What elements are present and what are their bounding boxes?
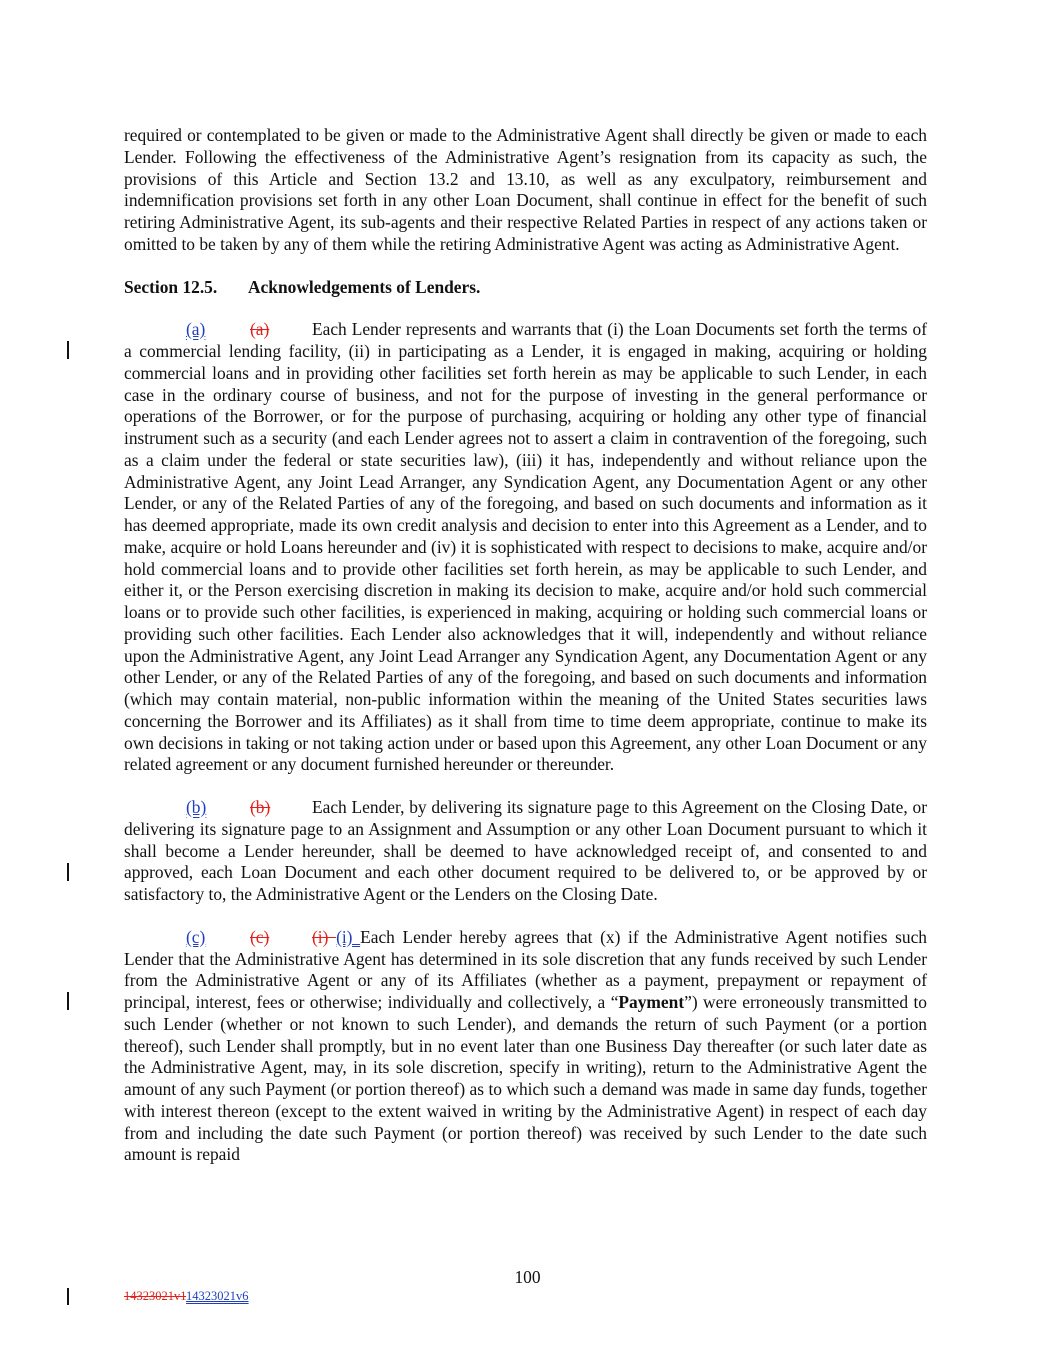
inserted-docid: 14323021v6 xyxy=(186,1289,249,1303)
document-id xyxy=(124,1289,249,1304)
defined-term-payment: Payment xyxy=(618,992,685,1012)
deleted-label-c: (c) xyxy=(250,926,270,947)
paragraph-b xyxy=(124,797,927,906)
inserted-label-b: (b) xyxy=(186,797,207,817)
paragraph-b-text: Each Lender, by delivering its signature page to this Agreement on the Closing Date, or delivering its signature page to an Assignment and Assumption or any other Loan Document pursuant to which it shall become a Lender hereunder, shall be deemed to have acknowledged receipt of, and consented to and approved, each Loan Document and each other document required to be delivered to, or be approved by or satisfactory to, the Administrative Agent or the Lenders on the Closing Date. xyxy=(124,797,927,904)
section-heading xyxy=(124,277,927,299)
deleted-sublabel-c: (i) xyxy=(312,926,337,947)
section-title: Acknowledgements of Lenders. xyxy=(248,276,481,297)
paragraph-c xyxy=(124,927,927,1166)
page-number: 100 xyxy=(514,1267,541,1287)
paragraph-a-text: Each Lender represents and warrants that (i) the Loan Documents set forth the terms of a commercial lending facility, (ii) in participating as a Lender, it is engaged in making, acquiring or holding commercial loans and in providing other facilities set forth herein as may be applicable to such Lender, in each case in the ordinary course of business, and not for the purpose of investing in the general performance or operations of the Borrower, or for the purpose of purchasing, acquiring or holding any other type of financial instrument such as a security (and each Lender agrees not to assert a claim in contravention of the foregoing, such as a claim under the federal or state securities law), (iii) it has, independently and without reliance upon the Administrative Agent, any Joint Lead Arranger, any Syndication Agent, any Documentation Agent or any other Lender, or any of the Related Parties of any of the foregoing, and based on such documents and information as it has deemed appropriate, made its own credit analysis and decision to enter into this Agreement as a Lender, and to make, acquire or hold Loans hereunder and (iv) it is sophisticated with respect to decisions to make, acquire and/or hold commercial loans and to provide other facilities set forth herein, as may be applicable to such Lender, and either it, or the Person exercising discretion in making its decision to make, acquire and/or hold such commercial loans or to provide such other facilities, is experienced in making, acquiring or holding such commercial loans or providing such other facilities. Each Lender also acknowledges that it will, independently and without reliance upon the Administrative Agent, any Joint Lead Arranger any Syndication Agent, any Documentation Agent or any other Lender, or any of the Related Parties of any of the foregoing, and based on such documents and information (which may contain material, non-public information within the meaning of the United States securities laws concerning the Borrower and its Affiliates) as it shall from time to time deem appropriate, continue to make its own decisions in taking or not taking action under or based upon this Agreement, any other Loan Document or any related agreement or any document furnished hereunder or thereunder. xyxy=(124,319,927,775)
inserted-label-c: (c) xyxy=(186,926,206,947)
section-number: Section 12.5. xyxy=(124,276,218,297)
paragraph-c-text: Each Lender hereby agrees that (x) if the Administrative Agent notifies such Lender that the Administrative Agent has determined in its sole discretion that any funds received by such Lender from the Administrative Agent or any of its Affiliates (whether as a payment, prepayment or repayment of principal, interest, fees or otherwise; individually and collectively, a “ xyxy=(124,926,928,1012)
deleted-label-a: (a) xyxy=(250,319,270,340)
document-body xyxy=(124,125,927,1166)
change-bar-para-a xyxy=(67,341,69,359)
change-bar-para-b xyxy=(67,863,69,881)
inserted-label-a: (a) xyxy=(186,319,206,340)
paragraph-c-text-cont: ”) were erroneously transmitted to such Lender (whether or not known to such Lender), and demands the return of such Payment (or a portion thereof), such Lender shall promptly, but in no event later than one Business Day thereafter (or such later date as the Administrative Agent, may, in its sole discretion, specify in writing), return to the Administrative Agent the amount of any such Payment (or portion thereof) as to which such a demand was made in same day funds, together with interest thereon (except to the extent waived in writing by the Administrative Agent) in respect of each day from and including the date such Payment (or portion thereof) was received by such Lender to the date such amount is repaid xyxy=(124,992,927,1165)
inserted-sublabel-c: (i) xyxy=(336,926,361,947)
top-paragraph: required or contemplated to be given or made to the Administrative Agent shall directly be given or made to each Lender. Following the effectiveness of the Administrative Agent’s resignation from its capacity as such, the provisions of this Article and Section 13.2 and 13.10, as well as any exculpatory, reimbursement and indemnification provisions set forth in any other Loan Document, shall continue in effect for the benefit of such retiring Administrative Agent, its sub-agents and their respective Related Parties in respect of any actions taken or omitted to be taken by any of them while the retiring Administrative Agent was acting as Administrative Agent. xyxy=(124,125,927,254)
deleted-docid: 14323021v1 xyxy=(124,1289,187,1303)
paragraph-a xyxy=(124,319,927,776)
change-bar-footer xyxy=(67,1288,69,1305)
deleted-label-b: (b) xyxy=(250,797,271,817)
change-bar-para-c xyxy=(67,992,69,1010)
